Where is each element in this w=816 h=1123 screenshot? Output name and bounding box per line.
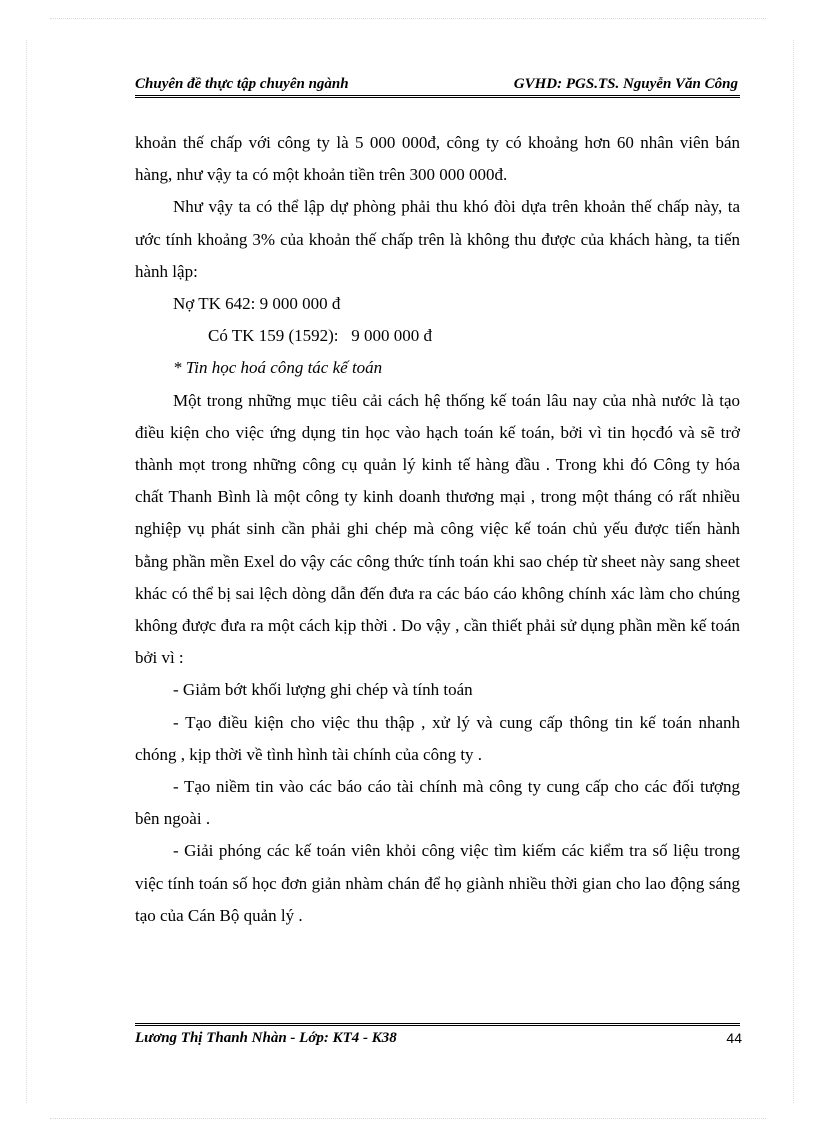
- journal-entry-debit: Nợ TK 642: 9 000 000 đ: [173, 294, 341, 314]
- document-body: [135, 127, 740, 932]
- header-supervisor: GVHD: PGS.TS. Nguyễn Văn Công: [513, 76, 738, 92]
- paragraph: khoản thế chấp với công ty là 5 000 000đ, công ty có khoảng hơn 60 nhân viên bán hàng, như vậy ta có một khoản tiền trên 300 000 000đ.: [135, 133, 740, 185]
- section-heading: * Tin học hoá công tác kế toán: [173, 358, 383, 378]
- footer-divider: [135, 1023, 740, 1028]
- header-title: Chuyên đề thực tập chuyên ngành: [135, 76, 349, 92]
- paragraph: Một trong những mục tiêu cải cách hệ thống kế toán lâu nay của nhà nước là tạo điều kiện cho việc ứng dụng tin học vào hạch toán kế toán, bởi vì tin họcđó và sẽ trở thành mọt trong những công cụ quản lý kinh tế hàng đầu . Trong khi đó Công ty hóa chất Thanh Bình là một công ty kinh doanh thương mại , trong một tháng có rất nhiều nghiệp vụ phát sinh cần phải ghi chép mà công việc kế toán chủ yếu được tiến hành bằng phần mền Exel do vậy các công thức tính toán khi sao chép từ sheet này sang sheet khác có thể bị sai lệch dòng dẫn đến đưa ra các báo cáo không chính xác làm cho chúng không được đưa ra một cách kịp thời . Do vậy , cần thiết phải sử dụng phần mền kế toán bởi vì :: [135, 390, 740, 668]
- list-item: - Tạo niềm tin vào các báo cáo tài chính mà công ty cung cấp cho các đối tượng bên ngoài .: [135, 777, 740, 829]
- page-border-left: [26, 40, 27, 1103]
- list-item: - Giảm bớt khối lượng ghi chép và tính toán: [173, 680, 473, 700]
- page-number: 44: [726, 1030, 742, 1046]
- list-item: - Giải phóng các kế toán viên khỏi công việc tìm kiếm các kiểm tra số liệu trong việc tính toán số học đơn giản nhàm chán để họ giành nhiều thời gian cho lao động sáng tạo của Cán Bộ quản lý .: [135, 841, 740, 925]
- footer-author: Lương Thị Thanh Nhàn - Lớp: KT4 - K38: [135, 1030, 397, 1046]
- page-border-top: [50, 18, 766, 19]
- journal-entry-credit: Có TK 159 (1592): 9 000 000 đ: [208, 326, 432, 346]
- page-footer: [135, 1030, 740, 1052]
- page-border-right: [793, 40, 794, 1103]
- list-item: - Tạo điều kiện cho việc thu thập , xử lý và cung cấp thông tin kế toán nhanh chóng , kịp thời về tình hình tài chính của công ty .: [135, 712, 740, 764]
- header-divider: [135, 95, 740, 100]
- page-border-bottom: [50, 1118, 766, 1119]
- paragraph: Như vậy ta có thể lập dự phòng phải thu khó đòi dựa trên khoản thế chấp này, ta ước tính khoảng 3% của khoản thế chấp trên là không thu được của khách hàng, ta tiến hành lập:: [135, 197, 740, 281]
